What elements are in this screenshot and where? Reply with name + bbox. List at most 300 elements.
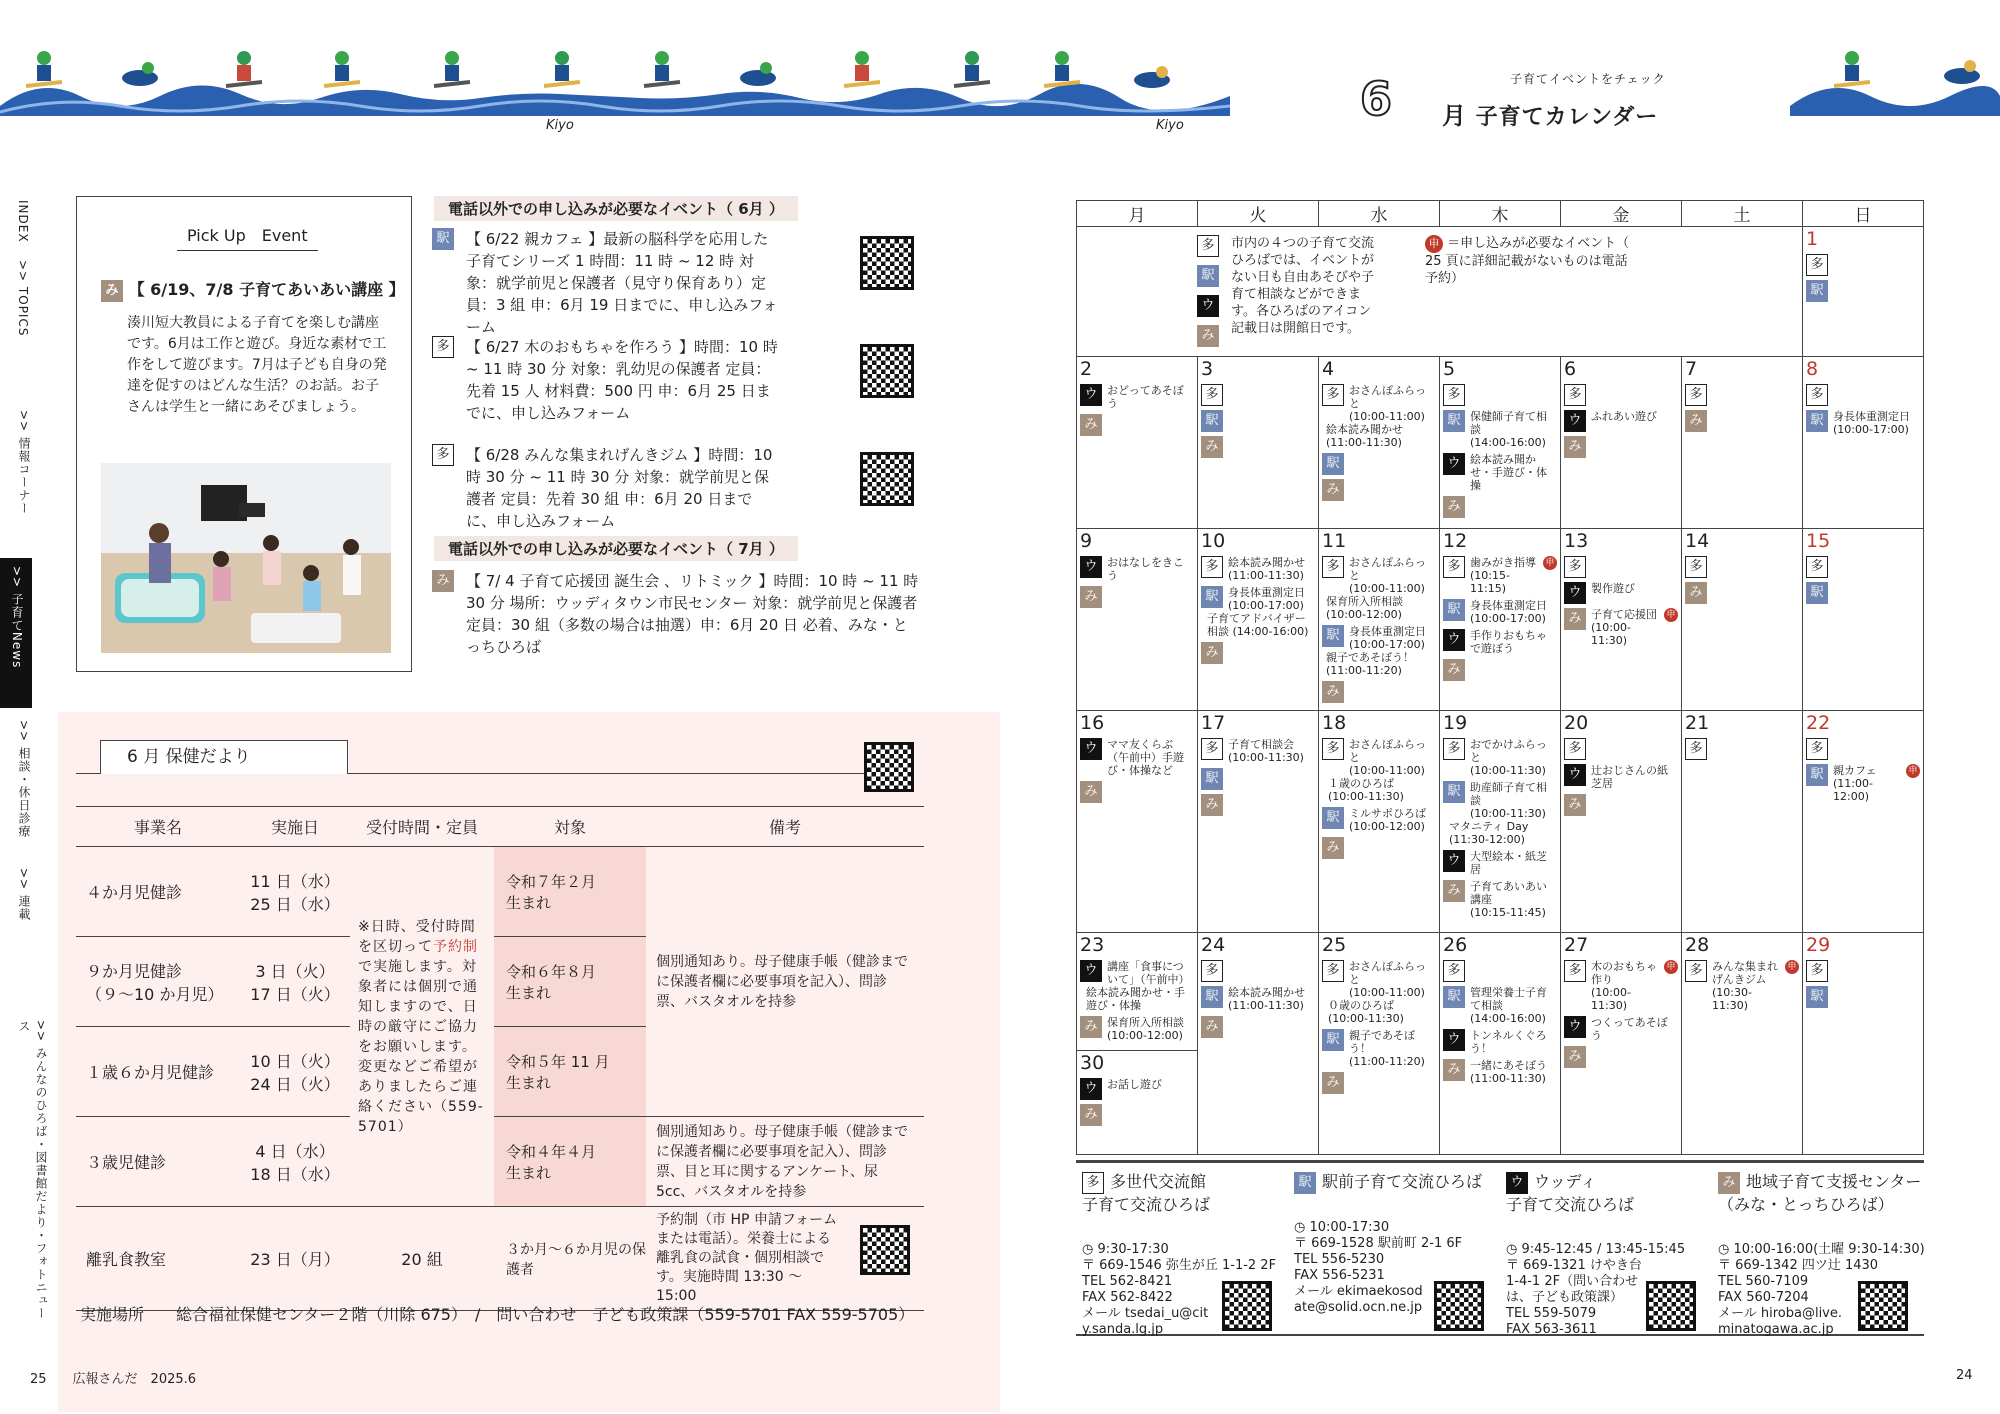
pickup-event-name: 【 6/19、7/8 子育てあいあい講座 】	[128, 280, 405, 299]
weekday-tue: 火	[1198, 201, 1319, 227]
woody-badge-icon: ウ	[1506, 1172, 1528, 1194]
calendar-entry	[1201, 436, 1315, 458]
qr-code-icon[interactable]	[864, 742, 914, 792]
calendar-day[interactable]	[1440, 711, 1561, 933]
calendar-entry	[1443, 629, 1557, 655]
event-label: ママ友くらぶ（午前中）手遊び・体操など	[1107, 738, 1184, 777]
tasedai-badge-icon: 多	[1322, 384, 1344, 406]
calendar-week	[1077, 711, 1924, 933]
qr-code-icon[interactable]	[860, 236, 914, 290]
weekday-mon: 月	[1077, 201, 1198, 227]
event-label: 親カフェ (11:00-12:00)	[1833, 764, 1877, 803]
ekimae-badge-icon: 駅	[1322, 1029, 1344, 1051]
calendar-entry	[1080, 384, 1194, 410]
tasedai-badge-icon: 多	[1685, 384, 1707, 406]
ekimae-badge-icon: 駅	[1201, 986, 1223, 1008]
venue-tel: TEL 562-8421	[1082, 1273, 1173, 1289]
venue-woody	[1506, 1171, 1716, 1338]
qr-code-icon[interactable]	[1434, 1281, 1484, 1331]
tasedai-badge-icon: 多	[1443, 738, 1465, 760]
weekday-row	[1077, 201, 1924, 227]
col-header: 備考	[646, 807, 924, 847]
minatocchi-badge-icon: み	[432, 570, 454, 592]
venue-hours: ◷ 9:45-12:45 / 13:45-15:45	[1506, 1241, 1686, 1257]
minatocchi-badge-icon: み	[1201, 1016, 1223, 1038]
day-number: 18	[1322, 712, 1347, 734]
ekimae-badge-icon: 駅	[1322, 453, 1344, 475]
tasedai-badge-icon: 多	[1322, 738, 1344, 760]
woody-badge-icon: ウ	[1080, 738, 1102, 760]
venue-title	[1082, 1171, 1292, 1216]
tasedai-badge-icon: 多	[1564, 960, 1586, 982]
ekimae-badge-icon: 駅	[432, 228, 454, 250]
calendar-entry	[1080, 960, 1194, 986]
page-footer-left: 25 広報さんだ 2025.6	[30, 1372, 197, 1387]
tasedai-badge-icon: 多	[1564, 738, 1586, 760]
qr-code-icon[interactable]	[860, 1225, 910, 1275]
day-number: 3	[1201, 358, 1214, 380]
tasedai-badge-icon: 多	[1443, 384, 1465, 406]
page-number-right: 24	[1956, 1368, 1973, 1383]
surfer-illustration	[1830, 48, 1874, 92]
day-number: 27	[1564, 934, 1589, 956]
minatocchi-badge-icon: み	[1322, 1072, 1344, 1094]
calendar-day[interactable]	[1682, 529, 1803, 711]
minatocchi-badge-icon: み	[1564, 1046, 1586, 1068]
woody-badge-icon: ウ	[1443, 1029, 1465, 1051]
calendar-entry	[1443, 738, 1557, 777]
reservation-highlight: 予約制	[433, 938, 478, 955]
woody-badge-icon: ウ	[1197, 295, 1219, 317]
woody-badge-icon: ウ	[1443, 850, 1465, 872]
day-number: 26	[1443, 934, 1468, 956]
health-news-title-bar	[76, 740, 886, 774]
calendar-day[interactable]	[1198, 357, 1319, 529]
qr-code-icon[interactable]	[1646, 1281, 1696, 1331]
woody-badge-icon: ウ	[1443, 453, 1465, 475]
event-label: 助産師子育て相談 (10:00-11:30)	[1470, 781, 1547, 820]
pickup-event-box	[76, 196, 412, 672]
nav-info-corner[interactable]: >> 情報コーナー	[17, 410, 31, 515]
calendar-entry	[1806, 738, 1920, 760]
calendar-entry	[1201, 384, 1315, 406]
weekday-sun: 日	[1803, 201, 1924, 227]
calendar-entry	[1806, 280, 1920, 302]
event-text: 【 7/ 4 子育て応援団 誕生会 、リトミック 】時間：10 時 ~ 11 時 30 分 場所：ウッディタウン市民センター 対象：就学前児と保護者 定員：30 組（多数の場合は抽選）申：6月 20 日 必着、みな・とっちひろば	[466, 572, 919, 656]
legend-text: 市内の４つの子育て交流ひろばでは、イベントがない日も自由あそびや子育て相談などができます。各ひろばのアイコン記載日は開館日です。	[1231, 236, 1375, 336]
calendar-day[interactable]	[1682, 711, 1803, 933]
minatocchi-badge-icon: み	[1443, 880, 1465, 902]
event-item	[432, 444, 852, 532]
calendar-week	[1077, 529, 1924, 711]
day-number: 23	[1080, 934, 1105, 956]
request-mark-icon: 申	[1543, 556, 1557, 570]
surfer-illustration	[1940, 52, 1984, 96]
venue-fax: FAX 563-3611	[1506, 1321, 1597, 1337]
ekimae-badge-icon: 駅	[1322, 625, 1344, 647]
qr-code-icon[interactable]	[1858, 1281, 1908, 1331]
event-label: 絵本読み聞かせ (11:00-11:30)	[1228, 556, 1305, 582]
event-label: おどってあそぼう	[1107, 384, 1184, 410]
venue-mail[interactable]: メール tsedai_u@city.sanda.lg.jp	[1082, 1305, 1209, 1337]
qr-code-icon[interactable]	[860, 452, 914, 506]
program-note-text: 予約制（市 HP 申請フォームまたは電話）。栄養士による離乳食の試食・個別相談です。実施時間 13:30 ～ 15:00	[656, 1212, 838, 1304]
calendar-day[interactable]	[1561, 357, 1682, 529]
calendar-entry	[1564, 410, 1678, 432]
calendar-entry	[1564, 1016, 1678, 1042]
nav-series[interactable]: >> 連載	[17, 868, 31, 921]
calendar-entry	[1443, 599, 1557, 625]
tasedai-badge-icon: 多	[1564, 384, 1586, 406]
venue-title	[1718, 1171, 1928, 1216]
surfer-illustration	[640, 48, 684, 92]
program-note: 個別通知あり。母子健康手帳（健診までに保護者欄に必要事項を記入）、問診票、目と耳に関するアンケート、尿5cc、バスタオルを持参	[646, 1117, 924, 1207]
venue-name: ウッディ 子育て交流ひろば	[1506, 1172, 1635, 1214]
nav-index[interactable]: INDEX	[16, 200, 30, 243]
event-label: １歳のひろば (10:00-11:30)	[1328, 777, 1404, 803]
program-dates: 3 日（火） 17 日（火）	[240, 937, 350, 1027]
tasedai-badge-icon: 多	[1806, 738, 1828, 760]
calendar-entry	[1322, 1072, 1436, 1094]
calendar-entry	[1806, 764, 1920, 803]
calendar-day[interactable]	[1803, 227, 1924, 357]
event-label: おさんぽふらっと (10:00-11:00)	[1349, 738, 1426, 777]
day-number: 15	[1806, 530, 1831, 552]
day-number: 22	[1806, 712, 1831, 734]
ekimae-badge-icon: 駅	[1443, 599, 1465, 621]
calendar-entry	[1080, 414, 1194, 436]
minatocchi-badge-icon: み	[1080, 1104, 1102, 1126]
woody-badge-icon: ウ	[1080, 556, 1102, 578]
calendar-entry	[1322, 384, 1436, 423]
tasedai-badge-icon: 多	[1685, 556, 1707, 578]
day-number: 6	[1564, 358, 1577, 380]
event-photo	[101, 463, 391, 653]
health-checkup-table	[76, 806, 924, 1311]
program-name: ９か月児健診 （９～10 か月児）	[76, 937, 240, 1027]
surfer-illustration	[840, 48, 884, 92]
calendar-day[interactable]	[1198, 529, 1319, 711]
weekday-sat: 土	[1682, 201, 1803, 227]
table-row	[76, 847, 924, 937]
event-label: おさんぽふらっと (10:00-11:00)	[1349, 384, 1426, 423]
day-number: 10	[1201, 530, 1226, 552]
ekimae-badge-icon: 駅	[1806, 410, 1828, 432]
venue-tel: TEL 559-5079	[1506, 1305, 1597, 1321]
calendar-entry	[1806, 960, 1920, 982]
calendar-day[interactable]	[1319, 529, 1440, 711]
health-news-footer: 実施場所 総合福祉保健センター２階（川除 675） / 問い合わせ 子ども政策課（559-5701 FAX 559-5705）	[80, 1305, 915, 1324]
calendar-day[interactable]	[1077, 529, 1198, 711]
calendar-entry	[1564, 582, 1678, 604]
event-label: おでかけふらっと (10:00-11:30)	[1470, 738, 1547, 777]
calendar-entry	[1443, 781, 1557, 820]
calendar-entry	[1564, 764, 1678, 790]
day-number: 4	[1322, 358, 1335, 380]
calendar-day[interactable]	[1319, 357, 1440, 529]
request-mark-icon: 申	[1906, 764, 1920, 778]
tasedai-badge-icon: 多	[1806, 384, 1828, 406]
calendar-day[interactable]	[1319, 711, 1440, 933]
calendar-entry	[1201, 986, 1315, 1012]
calendar-entry	[1564, 738, 1678, 760]
calendar-entry	[1201, 738, 1315, 764]
calendar-entry	[1080, 1078, 1194, 1100]
minatocchi-badge-icon: み	[1322, 681, 1344, 703]
calendar-entry	[1443, 410, 1557, 449]
program-target: 令和５年 11 月 生まれ	[494, 1027, 646, 1117]
event-label: みんな集まれげんきジム (10:30-11:30)	[1712, 960, 1778, 1012]
venue-name: 駅前子育て交流ひろば	[1322, 1172, 1483, 1191]
ekimae-badge-icon: 駅	[1443, 781, 1465, 803]
program-dates: 10 日（火） 24 日（火）	[240, 1027, 350, 1117]
calendar-day[interactable]	[1440, 933, 1561, 1155]
woody-badge-icon: ウ	[1080, 1078, 1102, 1100]
program-dates: 4 日（水） 18 日（水）	[240, 1117, 350, 1207]
program-target: 令和７年２月 生まれ	[494, 847, 646, 937]
event-label: 木のおもちゃ作り (10:00-11:30)	[1591, 960, 1657, 1012]
calendar-day[interactable]	[1077, 933, 1198, 1155]
reception-note-text: ※日時、受付時間を区切って予約制で実施します。対象者には個別で通知しますので、日時の厳守にご協力をお願いします。変更などご希望がありましたらご連絡ください（559-5701）	[358, 918, 484, 1135]
day-number: 20	[1564, 712, 1589, 734]
event-label: 親子であそぼう！ (11:00-11:20)	[1349, 1029, 1425, 1068]
tasedai-badge-icon: 多	[1322, 556, 1344, 578]
calendar-entry	[1806, 410, 1920, 436]
calendar-entry	[1806, 582, 1920, 604]
surfer-illustration	[22, 48, 66, 92]
surfer-illustration	[222, 48, 266, 92]
surfer-illustration	[736, 54, 780, 98]
minatocchi-badge-icon: み	[1201, 436, 1223, 458]
venue-tasedai	[1082, 1171, 1292, 1338]
venue-mail[interactable]: メール hiroba@live.minatogawa.ac.jp	[1718, 1305, 1843, 1337]
surfer-illustration	[320, 48, 364, 92]
woody-badge-icon: ウ	[1564, 582, 1586, 604]
calendar-entry	[1443, 659, 1557, 681]
calendar-entry	[1322, 960, 1436, 999]
event-label: 子育て応援団 (10:00-11:30)	[1591, 608, 1657, 647]
minatocchi-badge-icon: み	[1080, 1016, 1102, 1038]
event-label: 身長体重測定日 (10:00-17:00)	[1228, 586, 1305, 612]
minatocchi-badge-icon: み	[101, 280, 123, 302]
calendar-entry	[1564, 556, 1678, 578]
calendar-entry	[1201, 794, 1315, 816]
calendar-day[interactable]	[1319, 933, 1440, 1155]
calendar-subtitle: 子育てイベントをチェック	[1510, 72, 1666, 86]
day-number: 28	[1685, 934, 1710, 956]
calendar-entry	[1806, 556, 1920, 578]
day-number: 14	[1685, 530, 1710, 552]
col-header: 実施日	[240, 807, 350, 847]
woody-badge-icon: ウ	[1080, 960, 1102, 982]
event-label: 絵本読み聞かせ (11:00-11:30)	[1228, 986, 1305, 1012]
calendar-entry	[1685, 384, 1799, 406]
calendar-day[interactable]	[1682, 357, 1803, 529]
event-text: 【 6/28 みんな集まれげんきジム 】時間：10 時 30 分 ~ 11 時 30 分 対象：就学前児と保護者 定員：先着 30 組 申：6月 20 日までに、申し込みフォーム	[466, 446, 773, 530]
nav-topics[interactable]: >> TOPICS	[16, 260, 30, 337]
tasedai-badge-icon: 多	[432, 336, 454, 358]
day-number: 17	[1201, 712, 1226, 734]
calendar-day[interactable]	[1803, 933, 1924, 1155]
table-header-row	[76, 807, 924, 847]
event-label: トンネルくぐろう！	[1470, 1029, 1547, 1055]
day-number: 8	[1806, 358, 1819, 380]
calendar-entry	[1201, 642, 1315, 664]
header-illustration-banner-right	[1790, 40, 2000, 130]
calendar-entry	[1443, 384, 1557, 406]
qr-code-icon[interactable]	[860, 344, 914, 398]
program-target: ３か月～６か月児の保護者	[494, 1207, 646, 1311]
program-dates: 11 日（水） 25 日（水）	[240, 847, 350, 937]
woody-badge-icon: ウ	[1564, 764, 1586, 786]
calendar-day[interactable]	[1682, 933, 1803, 1155]
venue-address: 〒 669-1321 けやき台 1-4-1 2F（問い合わせは、子ども政策課）	[1506, 1257, 1642, 1305]
calendar-entry	[1322, 453, 1436, 475]
calendar-day[interactable]	[1440, 529, 1561, 711]
calendar-entry	[1564, 384, 1678, 406]
woody-badge-icon: ウ	[1080, 384, 1102, 406]
calendar-entry	[1322, 556, 1436, 595]
calendar-day[interactable]	[1803, 711, 1924, 933]
venue-hours: ◷ 9:30-17:30	[1082, 1241, 1169, 1257]
minatocchi-badge-icon: み	[1443, 1059, 1465, 1081]
calendar-entry	[1201, 410, 1315, 432]
venue-info-strip	[1076, 1160, 1924, 1336]
event-label: おさんぽふらっと (10:00-11:00)	[1349, 556, 1426, 595]
weekday-fri: 金	[1561, 201, 1682, 227]
pickup-title: Pick Up Event	[177, 223, 318, 251]
ekimae-badge-icon: 駅	[1806, 764, 1828, 786]
calendar-day[interactable]	[1803, 357, 1924, 529]
calendar-day[interactable]	[1198, 933, 1319, 1155]
event-label: マタニティ Day (11:30-12:00)	[1449, 820, 1529, 846]
pickup-event-title	[101, 277, 405, 302]
program-note	[646, 1207, 924, 1311]
day-number: 19	[1443, 712, 1468, 734]
tasedai-badge-icon: 多	[1443, 960, 1465, 982]
calendar-day-30[interactable]	[1077, 1050, 1197, 1128]
event-label: 大型絵本・紙芝居	[1470, 850, 1547, 876]
event-label: 絵本読み聞かせ・手遊び・体操	[1086, 986, 1185, 1012]
calendar-entry	[1564, 1046, 1678, 1068]
surfer-illustration	[950, 48, 994, 92]
event-item	[432, 336, 852, 424]
calendar-entry	[1322, 625, 1436, 651]
venue-name: 地域子育て支援センター （みな・とっちひろば）	[1718, 1172, 1922, 1214]
venue-hours: ◷ 10:00-16:00(土曜 9:30-14:30)	[1718, 1241, 1925, 1257]
minatocchi-badge-icon: み	[1685, 410, 1707, 432]
event-label: 歯みがき指導 (10:15-11:15)	[1470, 556, 1536, 595]
col-header: 受付時間・定員	[350, 807, 494, 847]
day-number: 25	[1322, 934, 1347, 956]
tasedai-badge-icon: 多	[1201, 738, 1223, 760]
qr-code-icon[interactable]	[1222, 1281, 1272, 1331]
venue-hours-text: 10:00-16:00(土曜 9:30-14:30)	[1733, 1241, 1925, 1257]
day-number: 11	[1322, 530, 1347, 552]
legend-request-text: ＝申し込みが必要なイベント（ 25 頁に詳細記載がないものは電話予約）	[1425, 236, 1630, 286]
calendar-day[interactable]	[1198, 711, 1319, 933]
event-label: 保育所入所相談 (10:00-12:00)	[1107, 1016, 1184, 1042]
event-label: 保育所入所相談 (10:00-12:00)	[1326, 595, 1403, 621]
calendar-day[interactable]	[1440, 357, 1561, 529]
calendar-entry	[1685, 410, 1799, 432]
july-events-heading: 電話以外での申し込みが必要なイベント（ 7月 ）	[434, 536, 798, 561]
nav-hiroba[interactable]: >> みんなのひろば・図書館だより・フォトニュース	[17, 1020, 48, 1320]
ekimae-badge-icon: 駅	[1201, 586, 1223, 608]
event-text: 【 6/22 親カフェ 】最新の脳科学を応用した子育てシリーズ 1 時間：11 時 ~ 12 時 対象：就学前児と保護者（見守り保育あり）定員：3 組 申：6月 19 日までに、申し込みフォーム	[466, 230, 778, 336]
weekday-thu: 木	[1440, 201, 1561, 227]
request-mark-icon: 申	[1785, 960, 1799, 974]
calendar-entry	[1806, 384, 1920, 406]
calendar-day[interactable]	[1561, 529, 1682, 711]
pickup-description: 湊川短大教員による子育てを楽しむ講座です。6月は工作と遊び。身近な素材で工作をして遊びます。7月は子ども自身の発達を促すのはどんな生活？のお話。お子さんは学生と一緒にあそびましょう。	[127, 315, 387, 415]
nav-consultation[interactable]: >> 相談・休日診療	[17, 720, 31, 838]
day-number: 16	[1080, 712, 1105, 734]
calendar-entry	[1322, 1029, 1436, 1068]
venue-title	[1294, 1171, 1504, 1194]
calendar-week	[1077, 227, 1924, 357]
tasedai-badge-icon: 多	[432, 444, 454, 466]
event-photo-illustration	[101, 463, 391, 653]
calendar-entry	[1080, 1016, 1194, 1042]
calendar-day[interactable]	[1077, 711, 1198, 933]
calendar-day[interactable]	[1077, 357, 1198, 529]
calendar-day[interactable]	[1803, 529, 1924, 711]
tasedai-badge-icon: 多	[1443, 556, 1465, 578]
day-number: 30	[1080, 1052, 1105, 1074]
program-target: 令和６年８月 生まれ	[494, 937, 646, 1027]
program-name: １歳６か月児健診	[76, 1027, 240, 1117]
calendar-title-text: 子育てカレンダー	[1475, 105, 1659, 130]
minatocchi-badge-icon: み	[1718, 1172, 1740, 1194]
col-header: 事業名	[76, 807, 240, 847]
event-label: 子育て相談会 (10:00-11:30)	[1228, 738, 1304, 764]
calendar-week	[1077, 357, 1924, 529]
weekday-wed: 水	[1319, 201, 1440, 227]
day-number: 1	[1806, 228, 1819, 250]
calendar-entry	[1322, 837, 1436, 859]
minatocchi-badge-icon: み	[1564, 436, 1586, 458]
venue-mail[interactable]: メール ekimaekosodate@solid.ocn.ne.jp	[1294, 1283, 1423, 1315]
surfer-illustration	[1130, 56, 1174, 100]
request-mark-icon: 申	[1664, 960, 1678, 974]
request-mark-icon: 申	[1425, 235, 1443, 253]
calendar-entry	[1443, 1029, 1557, 1055]
calendar-day[interactable]	[1561, 711, 1682, 933]
calendar-entry	[1201, 768, 1315, 790]
calendar-entry	[1564, 608, 1678, 647]
event-label: 管理栄養士子育て相談 (14:00-16:00)	[1470, 986, 1547, 1025]
calendar-entry	[1443, 986, 1557, 1025]
calendar-entry	[1443, 453, 1557, 492]
event-text: 【 6/27 木のおもちゃを作ろう 】時間：10 時 ~ 11 時 30 分 対象：乳幼児の保護者 定員：先着 15 人 材料費：500 円 申：6月 25 日までに、申し込みフォーム	[466, 338, 778, 422]
venue-address: 〒 669-1528 駅前町 2-1 6F	[1294, 1235, 1463, 1251]
venue-fax: FAX 562-8422	[1082, 1289, 1173, 1305]
venue-hours: ◷ 10:00-17:30	[1294, 1219, 1390, 1235]
calendar-day[interactable]	[1561, 933, 1682, 1155]
calendar-entry	[1443, 850, 1557, 876]
table-row	[76, 1117, 924, 1207]
minatocchi-badge-icon: み	[1322, 837, 1344, 859]
calendar-entry	[1201, 960, 1315, 982]
legend-request	[1425, 235, 1635, 287]
nav-kosodate-news[interactable]: >> 子育てNews	[0, 558, 32, 708]
event-label: 保健師子育て相談 (14:00-16:00)	[1470, 410, 1547, 449]
calendar-entry	[1201, 556, 1315, 582]
calendar-entry	[1322, 738, 1436, 777]
day-number: 12	[1443, 530, 1468, 552]
day-number: 9	[1080, 530, 1093, 552]
